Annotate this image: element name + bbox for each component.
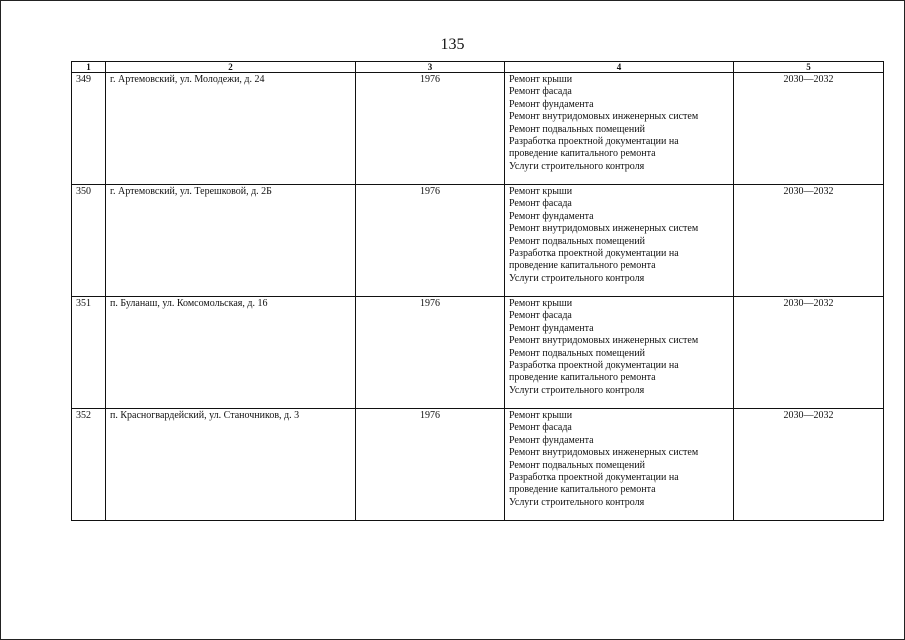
row-number: 351 — [72, 297, 106, 409]
row-address: п. Красногвардейский, ул. Станочников, д. 3 — [106, 409, 356, 521]
row-year: 1976 — [356, 297, 505, 409]
row-number: 350 — [72, 185, 106, 297]
row-number: 349 — [72, 73, 106, 185]
work-item: Разработка проектной документации на — [509, 360, 679, 372]
work-item: Услуги строительного контроля — [509, 160, 645, 172]
work-item: Ремонт фасада — [509, 198, 572, 210]
work-item: Ремонт крыши — [509, 298, 573, 309]
work-item: Ремонт крыши — [509, 186, 573, 197]
row-works — [505, 297, 734, 409]
row-address: п. Буланаш, ул. Комсомольская, д. 16 — [106, 297, 356, 409]
work-item: Ремонт фундамента — [509, 322, 594, 334]
table-header-row — [72, 62, 884, 73]
column-header-1: 1 — [72, 62, 106, 73]
table-row — [72, 297, 884, 409]
work-item: Ремонт подвальных помещений — [509, 459, 645, 471]
work-item: Ремонт фундамента — [509, 210, 594, 222]
repair-schedule-table — [71, 61, 884, 521]
work-item: Ремонт крыши — [509, 410, 573, 421]
work-item: Ремонт фасада — [509, 86, 572, 98]
work-item: Ремонт внутридомовых инженерных систем — [509, 447, 699, 459]
work-item: проведение капитального ремонта — [509, 372, 656, 384]
work-item: Разработка проектной документации на — [509, 136, 679, 148]
work-item: Услуги строительного контроля — [509, 272, 645, 284]
column-header-2: 2 — [106, 62, 356, 73]
work-item: проведение капитального ремонта — [509, 148, 656, 160]
row-period: 2030—2032 — [734, 73, 884, 185]
row-year: 1976 — [356, 409, 505, 521]
work-item: Ремонт подвальных помещений — [509, 235, 645, 247]
work-item: Услуги строительного контроля — [509, 384, 645, 396]
row-address: г. Артемовский, ул. Терешковой, д. 2Б — [106, 185, 356, 297]
work-item: Ремонт внутридомовых инженерных систем — [509, 111, 699, 123]
table-row — [72, 185, 884, 297]
page-number: 135 — [440, 36, 465, 53]
row-number: 352 — [72, 409, 106, 521]
table-row — [72, 73, 884, 185]
row-works — [505, 185, 734, 297]
work-item: Ремонт внутридомовых инженерных систем — [509, 335, 699, 347]
work-item: Разработка проектной документации на — [509, 248, 679, 260]
row-address: г. Артемовский, ул. Молодежи, д. 24 — [106, 73, 356, 185]
work-item: Ремонт фундамента — [509, 98, 594, 110]
work-item: Разработка проектной документации на — [509, 472, 679, 484]
row-works — [505, 409, 734, 521]
column-header-3: 3 — [356, 62, 505, 73]
work-item: Ремонт фундамента — [509, 434, 594, 446]
work-item: проведение капитального ремонта — [509, 484, 656, 496]
work-item: Ремонт фасада — [509, 422, 572, 434]
table-row — [72, 409, 884, 521]
row-works — [505, 73, 734, 185]
row-period: 2030—2032 — [734, 409, 884, 521]
work-item: Ремонт подвальных помещений — [509, 347, 645, 359]
row-period: 2030—2032 — [734, 297, 884, 409]
row-period: 2030—2032 — [734, 185, 884, 297]
work-item: Ремонт подвальных помещений — [509, 123, 645, 135]
row-year: 1976 — [356, 73, 505, 185]
work-item: Услуги строительного контроля — [509, 496, 645, 508]
row-year: 1976 — [356, 185, 505, 297]
column-header-4: 4 — [505, 62, 734, 73]
work-item: проведение капитального ремонта — [509, 260, 656, 272]
work-item: Ремонт внутридомовых инженерных систем — [509, 223, 699, 235]
column-header-5: 5 — [734, 62, 884, 73]
work-item: Ремонт фасада — [509, 310, 572, 322]
work-item: Ремонт крыши — [509, 74, 573, 85]
table-body — [72, 73, 884, 521]
